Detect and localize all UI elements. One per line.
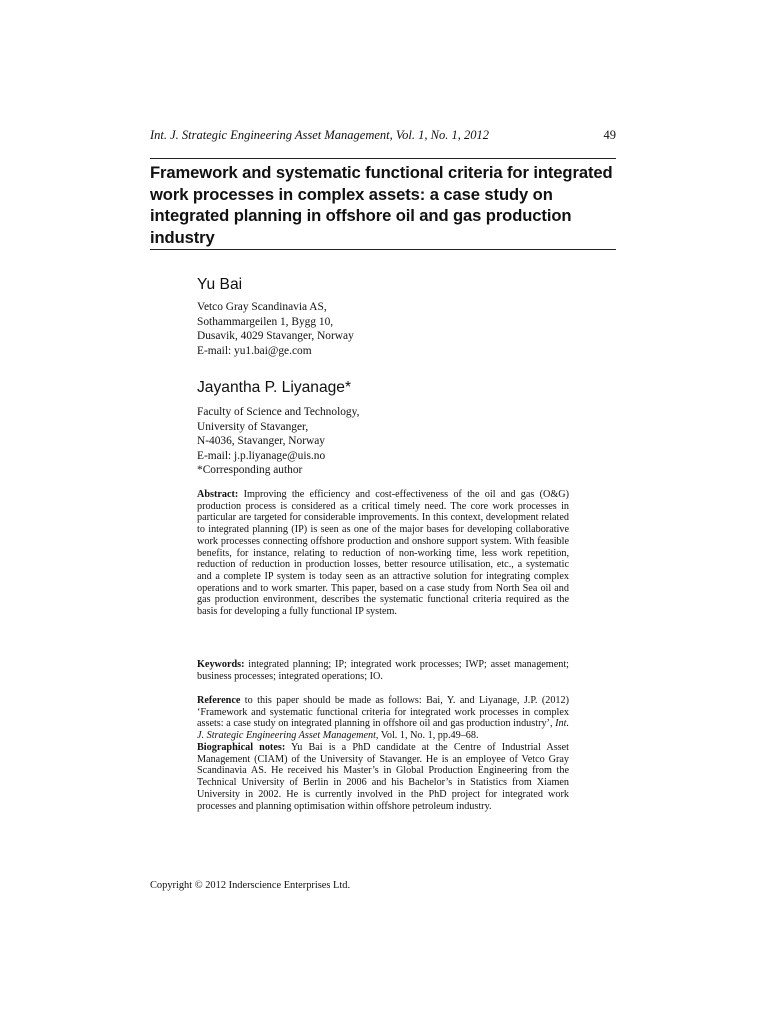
biographical-notes xyxy=(197,742,569,812)
title-top-rule xyxy=(150,158,616,159)
reference xyxy=(197,695,569,742)
paper-title: Framework and systematic functional criteria for integrated work processes in complex assets: a case study on integrated planning in offshore oil and gas production industry xyxy=(150,163,613,247)
reference-journal: Int. J. Strategic Engineering Asset Management xyxy=(197,718,570,742)
bio-text: Yu Bai is a PhD candidate at the Centre of Industrial Asset Management (CIAM) of the University of Stavanger. He is an employee of Vetco Gray Scandinavia AS. He received his Master’s in Global Production Engineering from the Technical University of Berlin in 2006 and his Bachelor’s in Statistics from Xiamen University in 2002. He is currently involved in the PhD project for integrated work processes and planning optimisation within offshore petroleum industry. xyxy=(197,742,569,812)
reference-volume: , Vol. 1, No. 1, pp.49–68. xyxy=(375,730,479,742)
author-name-2: Jayantha P. Liyanage* xyxy=(197,379,352,396)
author-affiliation-2: Faculty of Science and Technology, University of Stavanger, N-4036, Stavanger, Norway E-mail: j.p.liyanage@uis.no *Corresponding author xyxy=(197,406,360,477)
keywords xyxy=(197,659,569,682)
reference-text: to this paper should be made as follows: Bai, Y. and Liyanage, J.P. (2012) ‘Framework and systematic functional criteria for integrated work processes in complex assets: a case study on integrated planning in offshore oil and gas production industry’, xyxy=(197,695,570,730)
reference-label: Reference xyxy=(197,695,241,706)
journal-citation: Int. J. Strategic Engineering Asset Management, Vol. 1, No. 1, 2012 xyxy=(150,128,489,142)
running-header xyxy=(150,128,616,143)
abstract-text: Improving the efficiency and cost-effectiveness of the oil and gas (O&G) production process is considered as a critical timely need. The core work processes in particular are targeted for considerable improvements. In this context, development related to integrated planning (IP) is seen as one of the major bases for developing collaborative work processes connecting offshore production and onshore support system. With feasible benefits, for instance, relating to reduction of non-working time, less work repetition, reduction of reduction in production losses, better resource utilisation, etc., a systematic and a complete IP system is today seen as an attractive solution for integrating complex operations and to work smarter. This paper, based on a case study from North Sea oil and gas production environment, describes the systematic functional criteria required as the basis for developing a fully functional IP system. xyxy=(197,489,570,618)
page-number: 49 xyxy=(603,128,616,142)
keywords-text: integrated planning; IP; integrated work processes; IWP; asset management; business processes; integrated operations; IO. xyxy=(197,659,570,682)
abstract xyxy=(197,489,569,618)
title-bottom-rule xyxy=(150,249,616,250)
copyright-notice: Copyright © 2012 Inderscience Enterprises Ltd. xyxy=(150,880,351,891)
abstract-label: Abstract: xyxy=(197,489,239,500)
bio-label: Biographical notes: xyxy=(197,742,286,753)
keywords-label: Keywords: xyxy=(197,659,245,670)
author-name-1: Yu Bai xyxy=(197,276,243,293)
author-affiliation-1: Vetco Gray Scandinavia AS, Sothammargeilen 1, Bygg 10, Dusavik, 4029 Stavanger, Norway E-mail: yu1.bai@ge.com xyxy=(197,301,354,357)
